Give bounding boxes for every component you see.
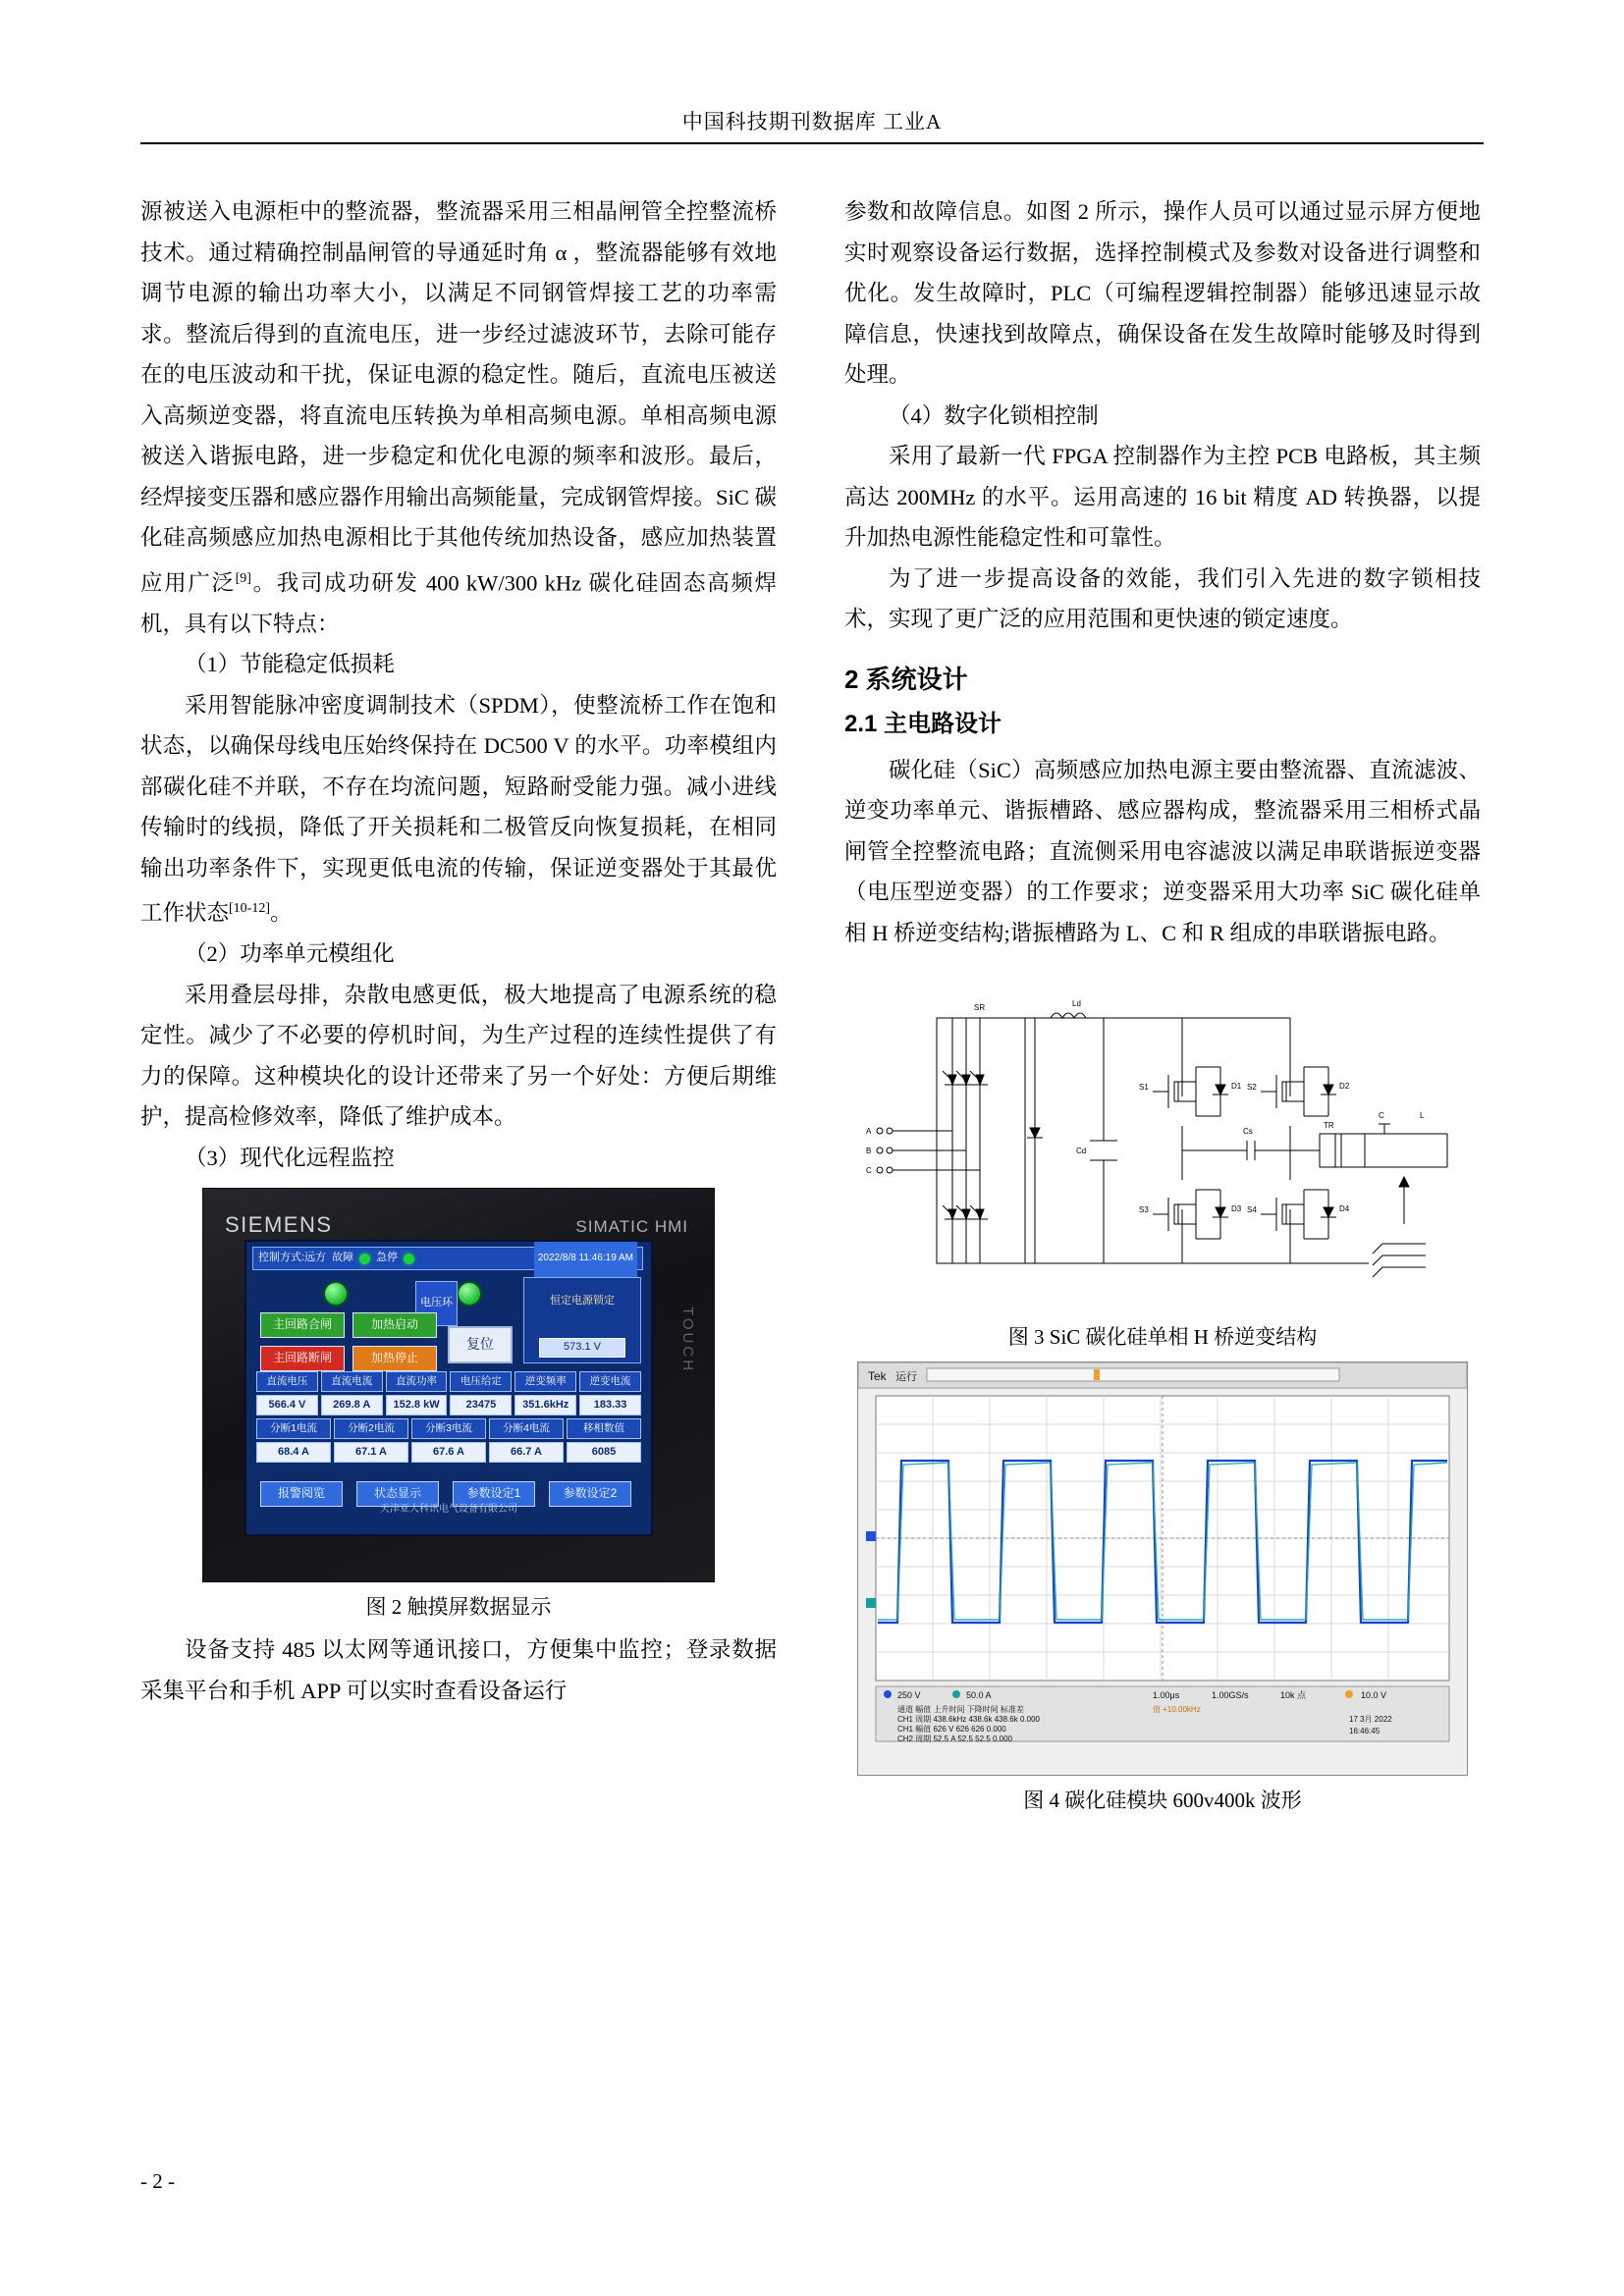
hmi-fault-label: 故障 xyxy=(332,1252,354,1264)
header-inverter-current: 逆变电流 xyxy=(579,1371,641,1392)
value-dc-voltage: 566.4 V xyxy=(256,1395,318,1415)
header-branch1-current: 分断1电流 xyxy=(256,1418,331,1439)
svg-text:Ld: Ld xyxy=(1072,999,1081,1008)
svg-text:CH2 周期 52.5 A 52.5 52.5: CH2 周期 52.5 A 52.5 52.5 0.000 xyxy=(897,1735,1012,1743)
svg-text:D1: D1 xyxy=(1231,1082,1242,1091)
page-number: - 2 - xyxy=(140,2169,175,2193)
paragraph-right-2: （4）数字化锁相控制 xyxy=(889,402,1099,428)
header-dc-current: 直流电流 xyxy=(321,1371,383,1392)
paragraph-left-7: 设备支持 485 以太网等通讯接口，方便集中监控；登录数据采集平台和手机 APP 可以实时查看设备运行 xyxy=(140,1637,777,1703)
hmi-status-bar xyxy=(252,1247,643,1270)
figure-3-circuit-diagram xyxy=(858,959,1467,1312)
reset-button[interactable]: 复位 xyxy=(448,1326,513,1363)
hmi-company-footer: 天津亚大科讯电气设备有限公司 xyxy=(380,1503,517,1515)
hmi-touch-label: TOUCH xyxy=(679,1307,696,1374)
scope-svg xyxy=(858,1362,1467,1775)
paragraph-right-4: 为了进一步提高设备的效能，我们引入先进的数字锁相技术，实现了更广泛的应用范围和更快速的锁定速度。 xyxy=(844,565,1481,631)
page-header: 中国科技期刊数据库 工业A xyxy=(681,110,943,133)
figure-4-scope-photo xyxy=(857,1362,1468,1776)
svg-text:17 3月 2022: 17 3月 2022 xyxy=(1349,1715,1392,1724)
header-branch4-current: 分断4电流 xyxy=(489,1418,564,1439)
figure-3-caption: 图 3 SiC 碳化硅单相 H 桥逆变结构 xyxy=(1007,1325,1318,1349)
header-dc-voltage: 直流电压 xyxy=(256,1371,318,1392)
tab-parameter-set-2[interactable]: 参数设定2 xyxy=(549,1481,631,1507)
table-header-row-1 xyxy=(256,1371,641,1392)
main-circuit-close-button[interactable]: 主回路合闸 xyxy=(260,1312,345,1338)
heating-start-button[interactable]: 加热启动 xyxy=(352,1312,437,1338)
circuit-svg xyxy=(858,959,1467,1312)
svg-text:TR: TR xyxy=(1324,1121,1334,1130)
hmi-product-label: SIMATIC HMI xyxy=(575,1217,688,1236)
value-branch1-current: 68.4 A xyxy=(256,1442,331,1463)
estop-lamp-icon xyxy=(404,1254,414,1264)
svg-text:1.00μs: 1.00μs xyxy=(1153,1690,1180,1700)
paragraph-left-1-text: 源被送入电源柜中的整流器，整流器采用三相晶闸管全控整流桥技术。通过精确控制晶闸管的导通延时角 α ，整流器能够有效地调节电源的输出功率大小，以满足不同钢管焊接工艺的功率需求。整流后得到的直流电压，进一步经过滤波环节，去除可能存在的电压波动和干扰，保证电源的稳定性。随后，直流电压被送入高频逆变器，将直流电压转换为单相高频电源。单相高频电源被送入谐振电路，进一步稳定和优化电源的频率和波形。最后，经焊接变压器和感应器作用输出高频能量，完成钢管焊接。SiC 碳化硅高频感应加热电源相比于其他传统加热设备，感应加热装置应用广泛 xyxy=(140,199,777,595)
svg-text:D3: D3 xyxy=(1231,1204,1242,1213)
hmi-estop-label: 急停 xyxy=(376,1252,399,1264)
svg-text:SR: SR xyxy=(974,1003,986,1012)
paragraph-right-1: 参数和故障信息。如图 2 所示，操作人员可以通过显示屏方便地实时观察设备运行数据，选择控制模式及参数对设备进行调整和优化。发生故障时，PLC（可编程逻辑控制器）能够迅速显示故障信息，快速找到故障点，确保设备在发生故障时能够及时得到处理。 xyxy=(844,199,1481,387)
section-heading-2-1: 2.1 主电路设计 xyxy=(844,710,1002,737)
lock-value-number: 573.1 xyxy=(564,1340,591,1353)
svg-text:1.00GS/s: 1.00GS/s xyxy=(1212,1690,1249,1700)
constant-power-lock-value xyxy=(539,1338,625,1358)
figure-2-caption: 图 2 触摸屏数据显示 xyxy=(365,1595,552,1619)
svg-text:S2: S2 xyxy=(1247,1083,1257,1092)
svg-text:10k 点: 10k 点 xyxy=(1280,1690,1307,1700)
header-phase-shift: 移相数值 xyxy=(567,1418,641,1439)
hmi-data-table xyxy=(256,1371,641,1463)
tab-parameter-set-1[interactable]: 参数设定1 xyxy=(453,1481,535,1507)
svg-text:值 +10.00kHz: 值 +10.00kHz xyxy=(1153,1705,1201,1714)
reference-marker-9: [9] xyxy=(235,570,251,586)
svg-text:16:46:45: 16:46:45 xyxy=(1349,1727,1380,1735)
main-circuit-open-button[interactable]: 主回路断闸 xyxy=(260,1346,345,1371)
paragraph-left-6: （3）现代化远程监控 xyxy=(185,1145,395,1170)
value-inverter-current: 183.33 xyxy=(579,1395,641,1415)
paragraph-left-3 xyxy=(140,685,777,934)
paragraph-right-5: 碳化硅（SiC）高频感应加热电源主要由整流器、直流滤波、逆变功率单元、谐振槽路、感应器构成，整流器采用三相桥式晶闸管全控整流电路；直流侧采用电容滤波以满足串联谐振逆变器（电压型逆变器）的工作要求；逆变器采用大功率 SiC 碳化硅单相 H 桥逆变结构;谐振槽路为 L、C 和 R 组成的串联谐振电路。 xyxy=(844,757,1481,945)
header-branch2-current: 分断2电流 xyxy=(334,1418,408,1439)
hmi-screen[interactable] xyxy=(244,1240,653,1536)
svg-text:250 V: 250 V xyxy=(897,1690,921,1700)
header-inverter-frequency: 逆变频率 xyxy=(514,1371,576,1392)
svg-text:通道 幅值 上升时间 下降时间 标准差: 通道 幅值 上升时间 下降时间 标准差 xyxy=(897,1705,1024,1714)
header-branch3-current: 分断3电流 xyxy=(411,1418,486,1439)
hmi-brand-label: SIEMENS xyxy=(225,1212,333,1237)
value-dc-power: 152.8 kW xyxy=(386,1395,448,1415)
value-branch2-current: 67.1 A xyxy=(334,1442,408,1463)
value-branch3-current: 67.6 A xyxy=(411,1442,486,1463)
voltage-loop-tab[interactable]: 电压环 xyxy=(415,1281,458,1326)
svg-text:B: B xyxy=(866,1147,872,1155)
svg-text:D4: D4 xyxy=(1339,1204,1350,1213)
header-voltage-setpoint: 电压给定 xyxy=(450,1371,512,1392)
svg-text:S3: S3 xyxy=(1139,1205,1149,1214)
left-column xyxy=(140,191,777,1711)
value-branch4-current: 66.7 A xyxy=(489,1442,564,1463)
paragraph-left-2: （1）节能稳定低损耗 xyxy=(185,652,395,676)
header-dc-power: 直流功率 xyxy=(386,1371,448,1392)
svg-text:C: C xyxy=(1379,1111,1384,1120)
hmi-control-mode-label: 控制方式:远方 xyxy=(258,1252,327,1264)
table-value-row-2 xyxy=(256,1442,641,1463)
svg-text:50.0 A: 50.0 A xyxy=(966,1690,992,1700)
svg-text:C: C xyxy=(866,1166,872,1175)
tab-status-display[interactable]: 状态显示 xyxy=(356,1481,439,1507)
svg-text:L: L xyxy=(1420,1111,1425,1120)
hmi-timestamp: 2022/8/8 11:46:19 AM xyxy=(534,1240,637,1280)
svg-text:Cd: Cd xyxy=(1076,1147,1087,1155)
value-dc-current: 269.8 A xyxy=(321,1395,383,1415)
svg-text:Tek: Tek xyxy=(868,1369,887,1383)
heating-stop-button[interactable]: 加热停止 xyxy=(352,1346,437,1371)
section-heading-2: 2 系统设计 xyxy=(844,664,968,694)
value-phase-shift: 6085 xyxy=(567,1442,641,1463)
figure-4-caption: 图 4 碳化硅模块 600v400k 波形 xyxy=(1023,1789,1302,1812)
svg-text:10.0 V: 10.0 V xyxy=(1361,1690,1387,1700)
paragraph-right-3: 采用了最新一代 FPGA 控制器作为主控 PCB 电路板，其主频高达 200MHz 的水平。运用高速的 16 bit 精度 AD 转换器，以提升加热电源性能稳定性和可靠性。 xyxy=(844,444,1481,550)
right-column xyxy=(844,191,1481,1823)
constant-power-lock-panel xyxy=(523,1277,641,1363)
svg-text:A: A xyxy=(866,1127,872,1136)
svg-text:运行: 运行 xyxy=(895,1371,917,1383)
svg-text:S4: S4 xyxy=(1247,1205,1257,1214)
paragraph-left-3-tail: 。 xyxy=(270,900,293,926)
lock-value-unit: V xyxy=(593,1340,601,1353)
paragraph-left-4: （2）功率单元模组化 xyxy=(185,941,395,966)
value-inverter-frequency: 351.6kHz xyxy=(514,1395,576,1415)
svg-text:D2: D2 xyxy=(1339,1082,1350,1091)
paragraph-left-1 xyxy=(140,191,777,644)
svg-text:CH1 幅值 626 V 626 626 0: CH1 幅值 626 V 626 626 0.000 xyxy=(897,1725,1006,1734)
figure-2-hmi-photo xyxy=(202,1188,715,1582)
paragraph-left-3-text: 采用智能脉冲密度调制技术（SPDM），使整流桥工作在饱和状态，以确保母线电压始终保持在 DC500 V 的水平。功率模组内部碳化硅不并联，不存在均流问题，短路耐受能力强。减小进线传输时的线损，降低了开关损耗和二极管反向恢复损耗，在相同输出功率条件下，实现更低电流的传输，保证逆变器处于其最优工作状态 xyxy=(140,692,777,926)
heating-lamp-icon xyxy=(457,1281,482,1307)
paragraph-left-1-tail: 。我司成功研发 400 kW/300 kHz 碳化硅固态高频焊机，具有以下特点： xyxy=(140,570,777,636)
paragraph-left-5: 采用叠层母排，杂散电感更低，极大地提高了电源系统的稳定性。减少了不必要的停机时间，为生产过程的连续性提供了有力的保障。这种模块化的设计还带来了另一个好处：方便后期维护，提高检修效率，降低了维护成本。 xyxy=(140,982,777,1129)
reference-marker-10-12: [10-12] xyxy=(229,901,271,916)
header-divider xyxy=(140,142,1484,144)
main-circuit-lamp-icon xyxy=(323,1281,349,1307)
constant-power-lock-title: 恒定电源锁定 xyxy=(550,1295,615,1307)
fault-lamp-icon xyxy=(359,1254,370,1264)
svg-text:S1: S1 xyxy=(1139,1083,1149,1092)
tab-alarm-view[interactable]: 报警阅览 xyxy=(260,1481,343,1507)
value-voltage-setpoint: 23475 xyxy=(450,1395,512,1415)
svg-text:Cs: Cs xyxy=(1243,1127,1253,1136)
svg-text:CH1 周期 438.6kHz 438.6k 4: CH1 周期 438.6kHz 438.6k 438.6k 0.000 xyxy=(897,1715,1040,1724)
